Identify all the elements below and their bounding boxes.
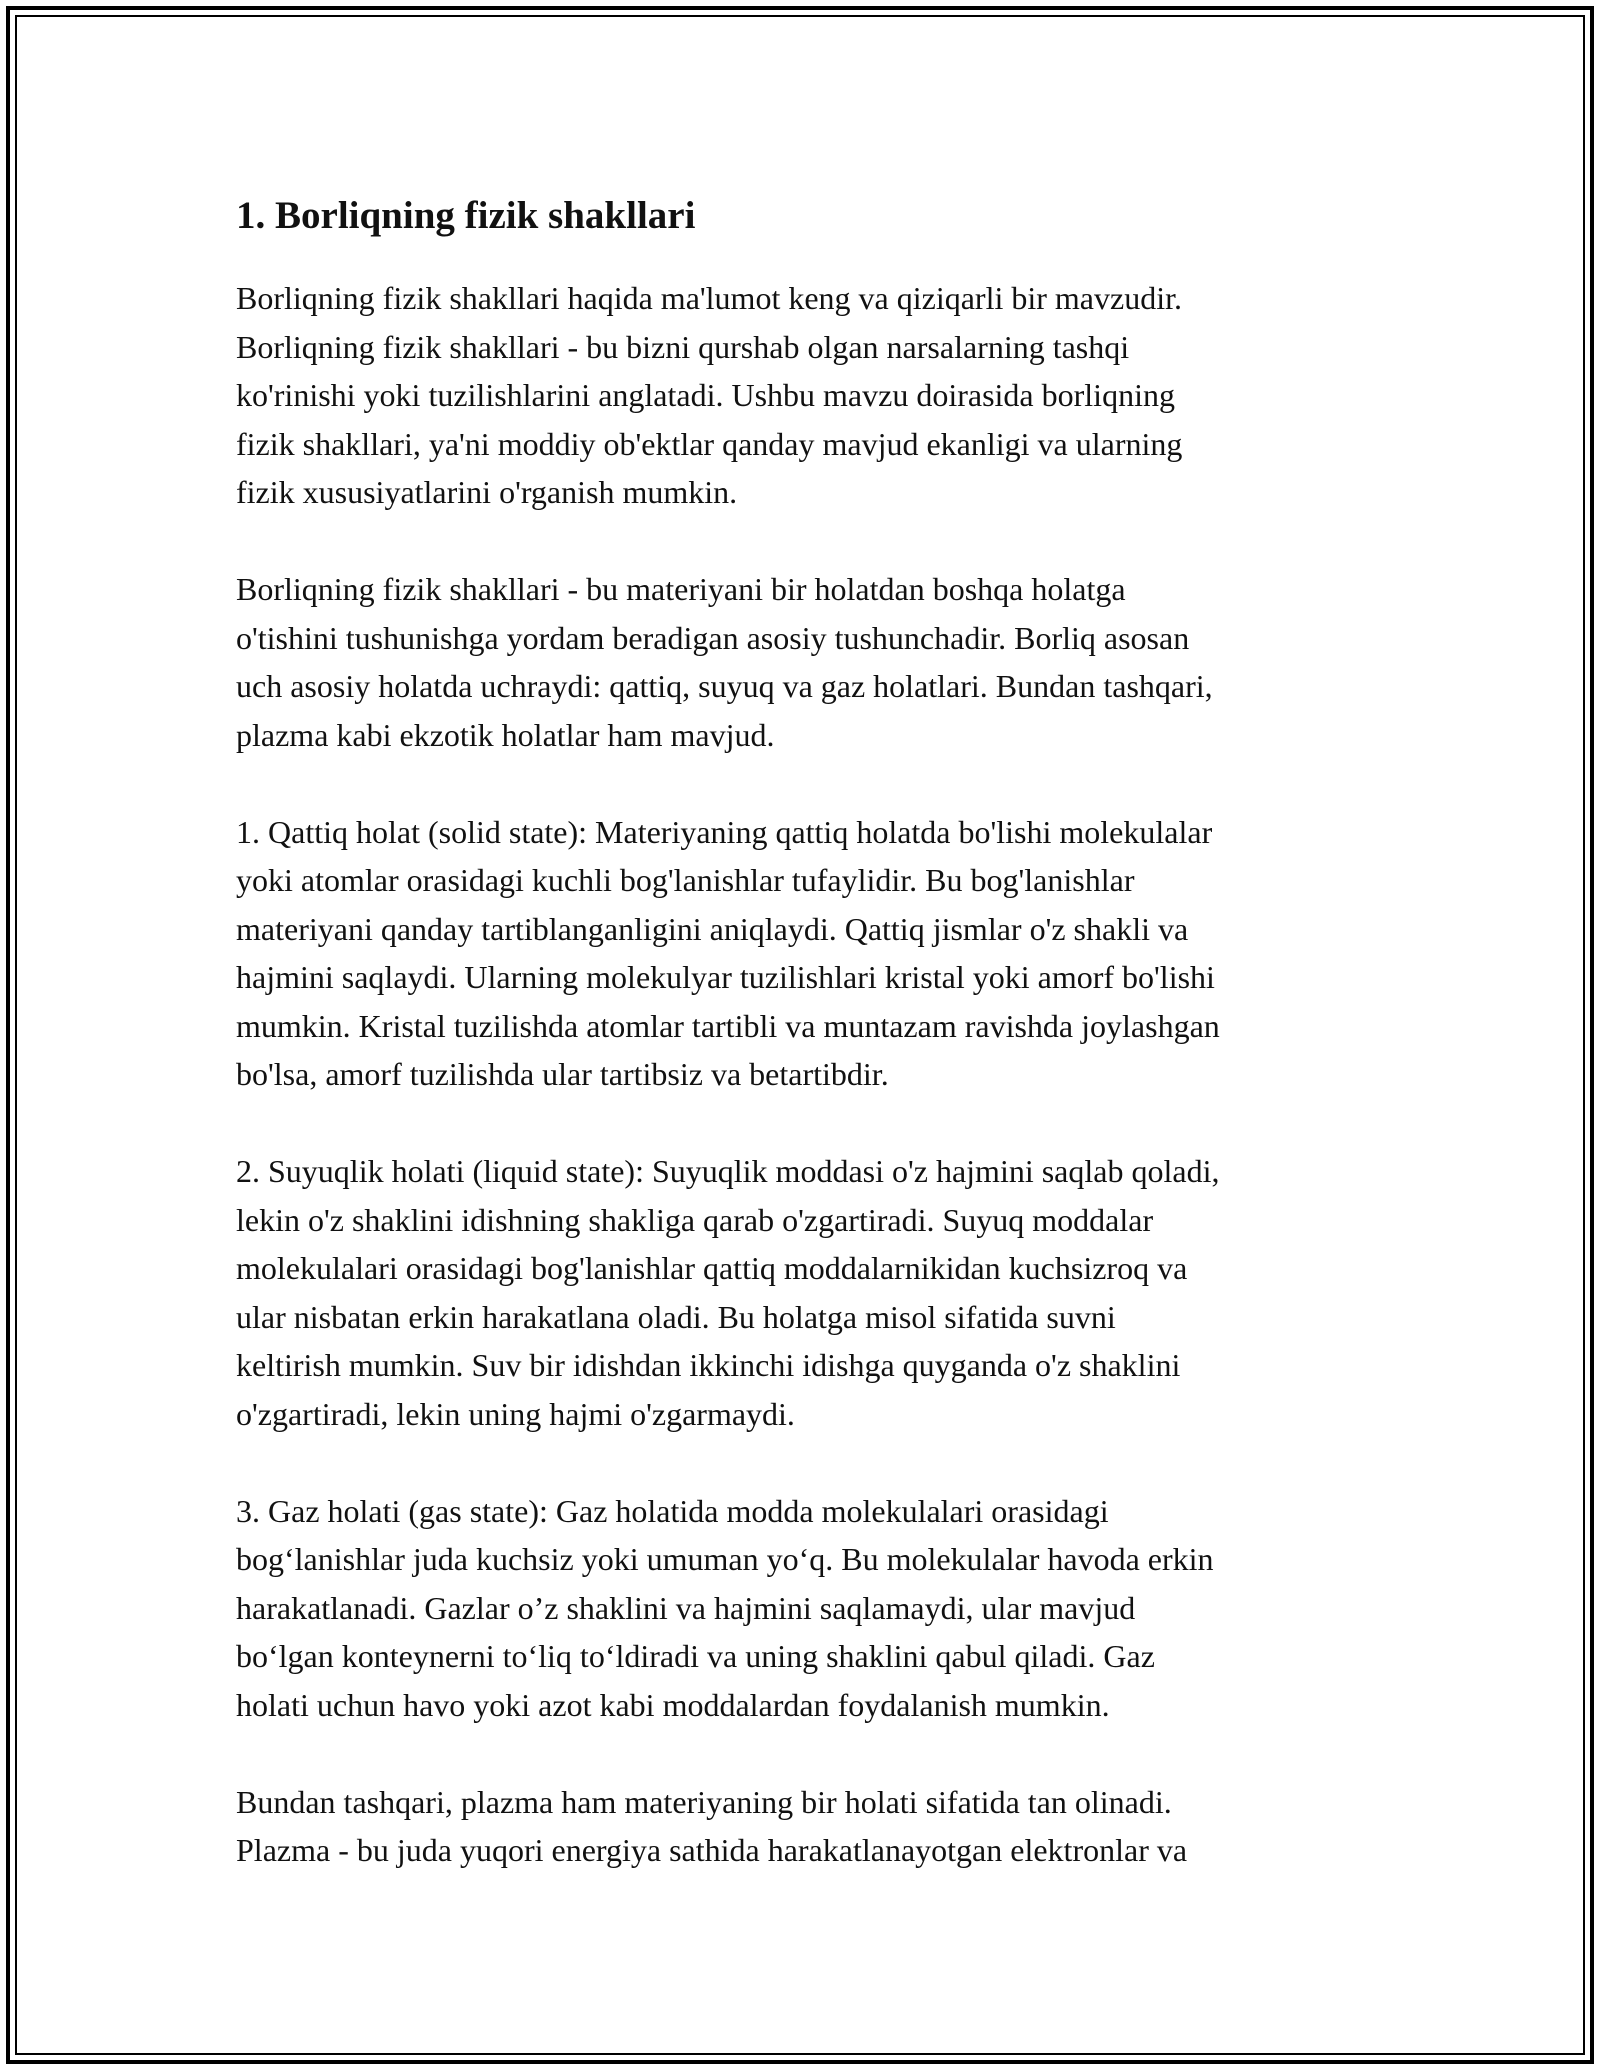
paragraph-line: o'tishini tushunishga yordam beradigan asosiy tushunchadir. Borliq asosan [236,619,1190,656]
paragraph-line: lekin o'z shaklini idishning shakliga qarab o'zgartiradi. Suyuq moddalar [236,1201,1154,1238]
paragraph-line: Bundan tashqari, plazma ham materiyaning bir holati sifatida tan olinadi. [236,1783,1172,1820]
paragraph-line: uch asosiy holatda uchraydi: qattiq, suyuq va gaz holatlari. Bundan tashqari, [236,668,1213,704]
paragraph [236,1778,1366,1875]
paragraph-line: ko'rinishi yoki tuzilishlarini anglatadi. Ushbu mavzu doirasida borliqning [236,377,1175,413]
paragraph-line: fizik xususiyatlarini o'rganish mumkin. [236,474,738,510]
paragraph-line: 1. Qattiq holat (solid state): Materiyaning qattiq holatda bo'lishi molekulalar [236,813,1213,850]
paragraph-line: bo‘lgan konteynerni to‘liq to‘ldiradi va uning shaklini qabul qiladi. Gaz [236,1638,1155,1674]
paragraph-line: Borliqning fizik shakllari haqida ma'lumot keng va qiziqarli bir mavzudir. [236,280,1182,316]
paragraph-line: hajmini saqlaydi. Ularning molekulyar tuzilishlari kristal yoki amorf bo'lishi [236,959,1215,995]
paragraph-line: 2. Suyuqlik holati (liquid state): Suyuqlik moddasi o'z hajmini saqlab qoladi, [236,1153,1220,1189]
paragraph [236,565,1366,759]
paragraph-line: molekulalari orasidagi bog'lanishlar qattiq moddalarnikidan kuchsizroq va [236,1250,1188,1286]
paragraph-line: holati uchun havo yoki azot kabi moddalardan foydalanish mumkin. [236,1686,1110,1723]
paragraph-line: keltirish mumkin. Suv bir idishdan ikkinchi idishga quyganda o'z shaklini [236,1347,1181,1383]
paragraph-line: bog‘lanishlar juda kuchsiz yoki umuman yo‘q. Bu molekulalar havoda erkin [236,1541,1214,1577]
paragraph-line: mumkin. Kristal tuzilishda atomlar tartibli va muntazam ravishda joylashgan [236,1007,1220,1044]
paragraph-line: Plazma - bu juda yuqori energiya sathida harakatlanayotgan elektronlar va [236,1832,1188,1868]
section-heading: 1. Borliqning fizik shakllari [236,194,696,237]
paragraph-line: plazma kabi ekzotik holatlar ham mavjud. [236,716,775,753]
paragraph-line: yoki atomlar orasidagi kuchli bog'lanishlar tufaylidir. Bu bog'lanishlar [236,862,1135,898]
paragraph-line: 3. Gaz holati (gas state): Gaz holatida modda molekulalari orasidagi [236,1492,1109,1529]
paragraph [236,1487,1366,1730]
paragraph [236,1147,1366,1438]
paragraph [236,808,1366,1099]
paragraph [236,274,1366,517]
paragraph-line: materiyani qanday tartiblanganligini aniqlaydi. Qattiq jismlar o'z shakli va [236,910,1189,947]
paragraph-line: o'zgartiradi, lekin uning hajmi o'zgarmaydi. [236,1395,795,1432]
paragraph-line: Borliqning fizik shakllari - bu bizni qurshab olgan narsalarning tashqi [236,328,1130,365]
document-body [236,190,1366,1923]
paragraph-line: fizik shakllari, ya'ni moddiy ob'ektlar qanday mavjud ekanligi va ularning [236,425,1183,462]
paragraph-line: harakatlanadi. Gazlar o’z shaklini va hajmini saqlamaydi, ular mavjud [236,1589,1136,1626]
paragraph-line: Borliqning fizik shakllari - bu materiyani bir holatdan boshqa holatga [236,571,1126,607]
paragraph-line: bo'lsa, amorf tuzilishda ular tartibsiz va betartibdir. [236,1056,889,1092]
paragraph-line: ular nisbatan erkin harakatlana oladi. Bu holatga misol sifatida suvni [236,1298,1116,1335]
paragraph-list [236,274,1366,1875]
